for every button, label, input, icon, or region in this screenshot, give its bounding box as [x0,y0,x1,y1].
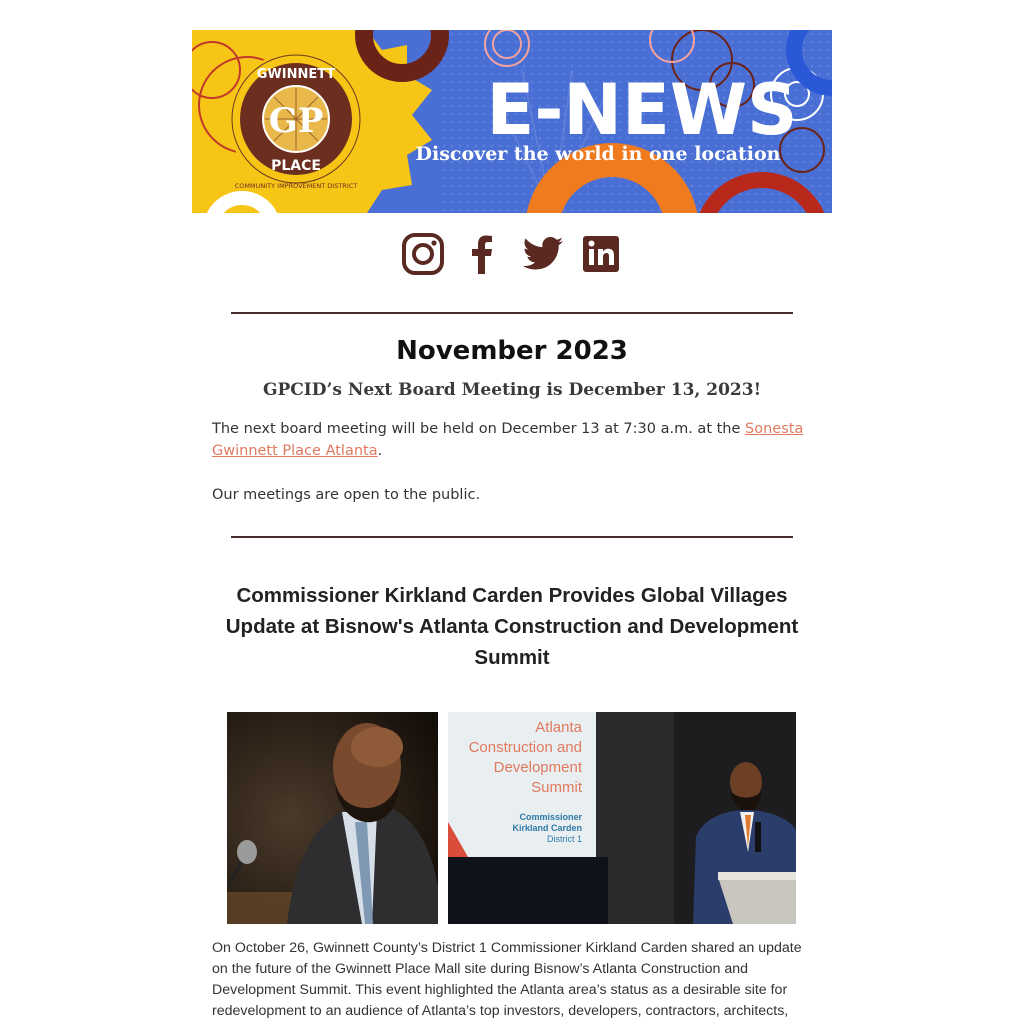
svg-text:Commissioner: Commissioner [519,812,582,822]
banner-tagline: Discover the world in one location [415,143,781,165]
article-title: Commissioner Kirkland Carden Provides Global Villages Update at Bisnow's Atlanta Construction and Development Summit [225,584,799,669]
svg-text:Construction and: Construction and [468,739,582,756]
social-links [0,232,1024,276]
section-divider [231,536,793,538]
meeting-details [212,418,812,462]
open-to-public-text: Our meetings are open to the public. [212,487,481,503]
article-body: On October 26, Gwinnett County’s District 1 Commissioner Kirkland Carden shared an update on the future of the Gwinnett Place Mall site during Bisnow’s Atlanta Construction and Development Summit. This event highlighted the Atlanta area’s status as a desirable site for redevelopment to an audience of Atlanta’s top investors, developers, contractors, architects, [212,940,802,1019]
svg-text:Summit: Summit [531,779,582,796]
facebook-icon[interactable] [461,232,505,276]
sonesta-link[interactable]: Sonesta Gwinnett Place Atlanta [212,421,804,459]
svg-text:GP: GP [268,101,324,141]
svg-text:GWINNETT: GWINNETT [256,67,336,82]
linkedin-icon[interactable] [579,232,623,276]
instagram-icon[interactable] [401,232,445,276]
summit-stage-photo [448,712,796,924]
svg-text:Development: Development [493,759,582,776]
svg-text:District 1: District 1 [546,834,582,844]
section-divider [231,312,793,314]
enews-headline: E-NEWS [486,69,798,151]
twitter-icon[interactable] [521,232,565,276]
svg-text:Atlanta: Atlanta [535,719,582,736]
meeting-heading: GPCID’s Next Board Meeting is December 13, 2023! [262,380,762,400]
banner-graphic [192,30,832,213]
meeting-text-end: . [377,443,383,459]
newsletter-month: November 2023 [396,336,628,366]
svg-text:PLACE: PLACE [271,158,321,174]
commissioner-portrait-photo [227,712,438,924]
enews-banner [192,30,832,213]
meeting-text: The next board meeting will be held on December 13 at 7:30 a.m. at the [212,421,746,437]
svg-text:Kirkland Carden: Kirkland Carden [512,823,582,833]
svg-text:COMMUNITY IMPROVEMENT DISTRICT: COMMUNITY IMPROVEMENT DISTRICT [234,182,358,190]
